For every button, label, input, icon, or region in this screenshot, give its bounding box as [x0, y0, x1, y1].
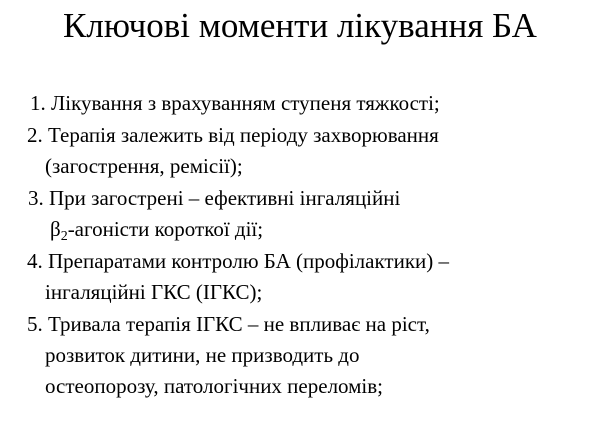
list-item-4-continuation: інгаляційні ГКС (ІГКС); [45, 280, 263, 304]
list-item-3: 3. При загострені – ефективні інгаляційні [28, 186, 401, 210]
list-item-5-continuation-2: остеопорозу, патологічних переломів; [45, 374, 384, 398]
beta-symbol: β [50, 217, 61, 241]
list-item-5: 5. Тривала терапія ІГКС – не впливає на ріст, [27, 312, 430, 336]
list-item-3-continuation [50, 215, 263, 247]
list-item-2: 2. Терапія залежить від періоду захворювання [27, 123, 439, 147]
list-item-5-continuation-1: розвиток дитини, не призводить до [45, 343, 360, 367]
list-item-4: 4. Препаратами контролю БА (профілактики) – [27, 249, 449, 273]
list-item-1: 1. Лікування з врахуванням ступеня тяжкості; [30, 91, 440, 115]
beta-subscript: 2 [60, 229, 68, 244]
slide-title: Ключові моменти лікування БА [63, 6, 537, 45]
list-item-2-continuation: (загострення, ремісії); [45, 154, 243, 178]
beta-text: -агоністи короткої дії; [67, 217, 264, 241]
